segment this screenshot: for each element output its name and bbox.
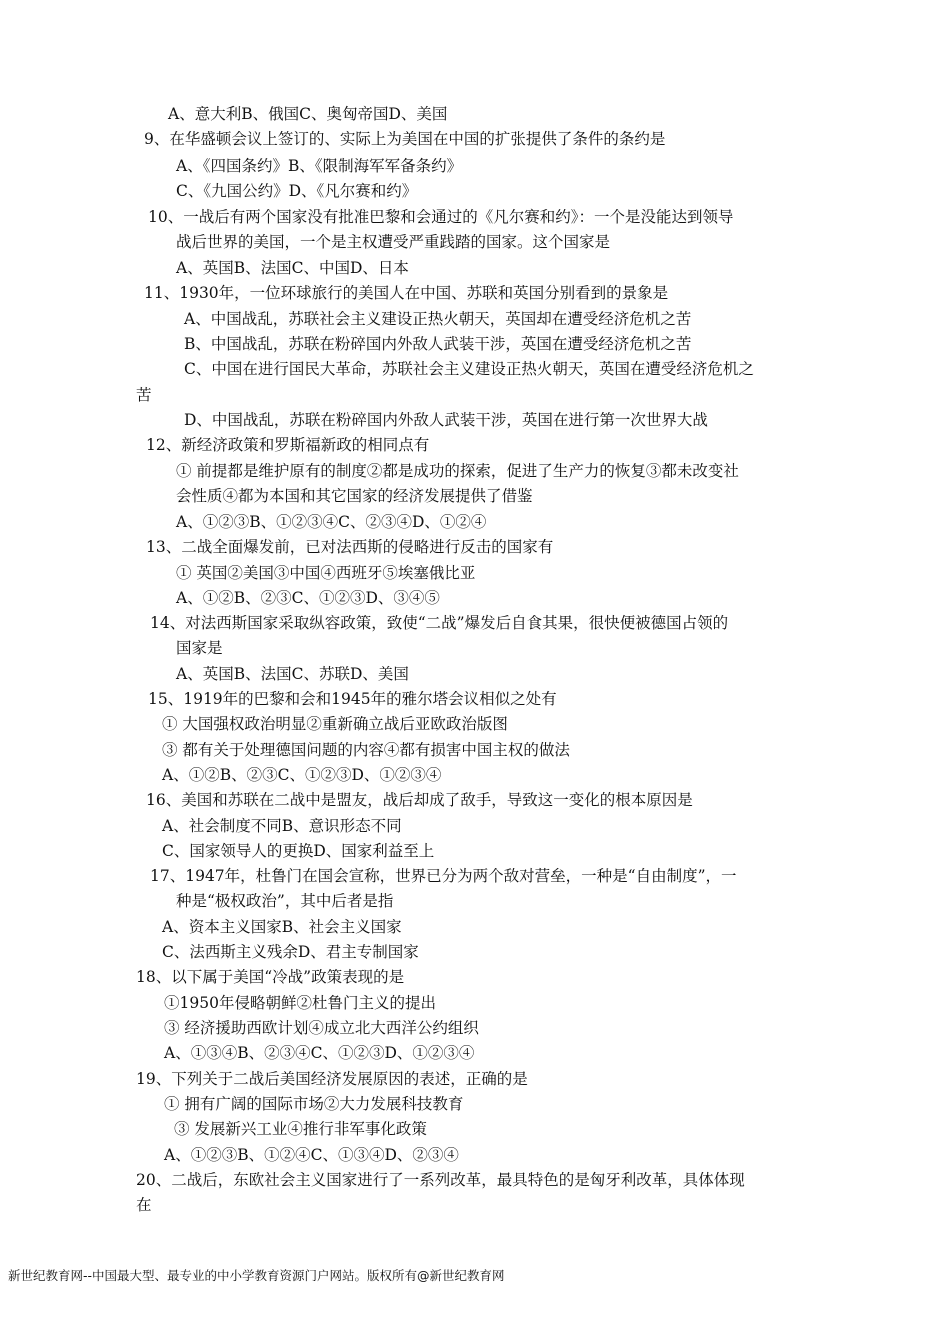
question-17-cont: 种是“极权政治”，其中后者是指 — [176, 892, 394, 910]
question-17: 17、1947年，杜鲁门在国会宣称，世界已分为两个敌对营垒，一种是“自由制度”，一 — [150, 867, 737, 885]
question-20: 20、二战后，东欧社会主义国家进行了一系列改革，最具特色的是匈牙利改革，具体体现 — [136, 1171, 745, 1189]
line-13-items: ① 英国②美国③中国④西班牙⑤埃塞俄比亚 — [176, 564, 476, 582]
question-12: 12、新经济政策和罗斯福新政的相同点有 — [146, 436, 430, 454]
page-footer: 新世纪教育网--中国最大型、最专业的中小学教育资源门户网站。版权所有@新世纪教育网 — [8, 1268, 505, 1283]
line-12-items-cont: 会性质④都为本国和其它国家的经济发展提供了借鉴 — [176, 487, 533, 505]
line-19-options: A、①②③B、①②④C、①③④D、②③④ — [164, 1146, 459, 1164]
question-19: 19、下列关于二战后美国经济发展原因的表述，正确的是 — [136, 1070, 528, 1088]
line-11-option-a: A、中国战乱，苏联社会主义建设正热火朝天，英国却在遭受经济危机之苦 — [184, 310, 692, 328]
question-9: 9、在华盛顿会议上签订的、实际上为美国在中国的扩张提供了条件的条约是 — [144, 130, 666, 148]
line-18-items-1: ①1950年侵略朝鲜②杜鲁门主义的提出 — [164, 994, 436, 1012]
line-17-options-ab: A、资本主义国家B、社会主义国家 — [162, 918, 402, 936]
question-16: 16、美国和苏联在二战中是盟友，战后却成了敌手，导致这一变化的根本原因是 — [146, 791, 693, 809]
question-10-cont: 战后世界的美国，一个是主权遭受严重践踏的国家。这个国家是 — [176, 233, 611, 251]
question-18: 18、以下属于美国“冷战”政策表现的是 — [136, 968, 405, 986]
line-12-items: ① 前提都是维护原有的制度②都是成功的探索，促进了生产力的恢复③都未改变社 — [176, 462, 739, 480]
line-11-option-c-cont: 苦 — [136, 386, 152, 404]
question-14: 14、对法西斯国家采取纵容政策，致使“二战”爆发后自食其果，很快便被德国占领的 — [150, 614, 729, 632]
question-11: 11、1930年，一位环球旅行的美国人在中国、苏联和英国分别看到的景象是 — [144, 284, 669, 302]
line-18-items-2: ③ 经济援助西欧计划④成立北大西洋公约组织 — [164, 1019, 479, 1037]
line-10-options: A、英国B、法国C、中国D、日本 — [176, 259, 409, 277]
line-15-options: A、①②B、②③C、①②③D、①②③④ — [162, 766, 442, 784]
question-14-cont: 国家是 — [176, 639, 223, 657]
line-8-options: A、意大利B、俄国C、奥匈帝国D、美国 — [168, 105, 448, 123]
line-9-options-ab: A、《四国条约》B、《限制海军军备条约》 — [176, 157, 463, 175]
question-15: 15、1919年的巴黎和会和1945年的雅尔塔会议相似之处有 — [148, 690, 557, 708]
question-10: 10、一战后有两个国家没有批准巴黎和会通过的《凡尔赛和约》：一个是没能达到领导 — [148, 208, 734, 226]
line-11-option-b: B、中国战乱，苏联在粉碎国内外敌人武装干涉，英国在遭受经济危机之苦 — [184, 335, 692, 353]
line-13-options: A、①②B、②③C、①②③D、③④⑤ — [176, 589, 440, 607]
line-15-items-1: ① 大国强权政治明显②重新确立战后亚欧政治版图 — [162, 715, 508, 733]
line-19-items-1: ① 拥有广阔的国际市场②大力发展科技教育 — [164, 1095, 464, 1113]
line-12-options: A、①②③B、①②③④C、②③④D、①②④ — [176, 513, 487, 531]
line-9-options-cd: C、《九国公约》D、《凡尔赛和约》 — [176, 182, 418, 200]
line-11-option-d: D、中国战乱，苏联在粉碎国内外敌人武装干涉，英国在进行第一次世界大战 — [184, 411, 708, 429]
line-18-options: A、①③④B、②③④C、①②③D、①②③④ — [164, 1044, 475, 1062]
question-20-cont: 在 — [136, 1196, 152, 1214]
line-16-options-cd: C、国家领导人的更换D、国家利益至上 — [162, 842, 435, 860]
line-15-items-2: ③ 都有关于处理德国问题的内容④都有损害中国主权的做法 — [162, 741, 570, 759]
line-14-options: A、英国B、法国C、苏联D、美国 — [176, 665, 409, 683]
question-13: 13、二战全面爆发前，已对法西斯的侵略进行反击的国家有 — [146, 538, 554, 556]
line-17-options-cd: C、法西斯主义残余D、君主专制国家 — [162, 943, 419, 961]
line-16-options-ab: A、社会制度不同B、意识形态不同 — [162, 817, 402, 835]
line-19-items-2: ③ 发展新兴工业④推行非军事化政策 — [174, 1120, 427, 1138]
line-11-option-c: C、中国在进行国民大革命，苏联社会主义建设正热火朝天，英国在遭受经济危机之 — [184, 360, 754, 378]
